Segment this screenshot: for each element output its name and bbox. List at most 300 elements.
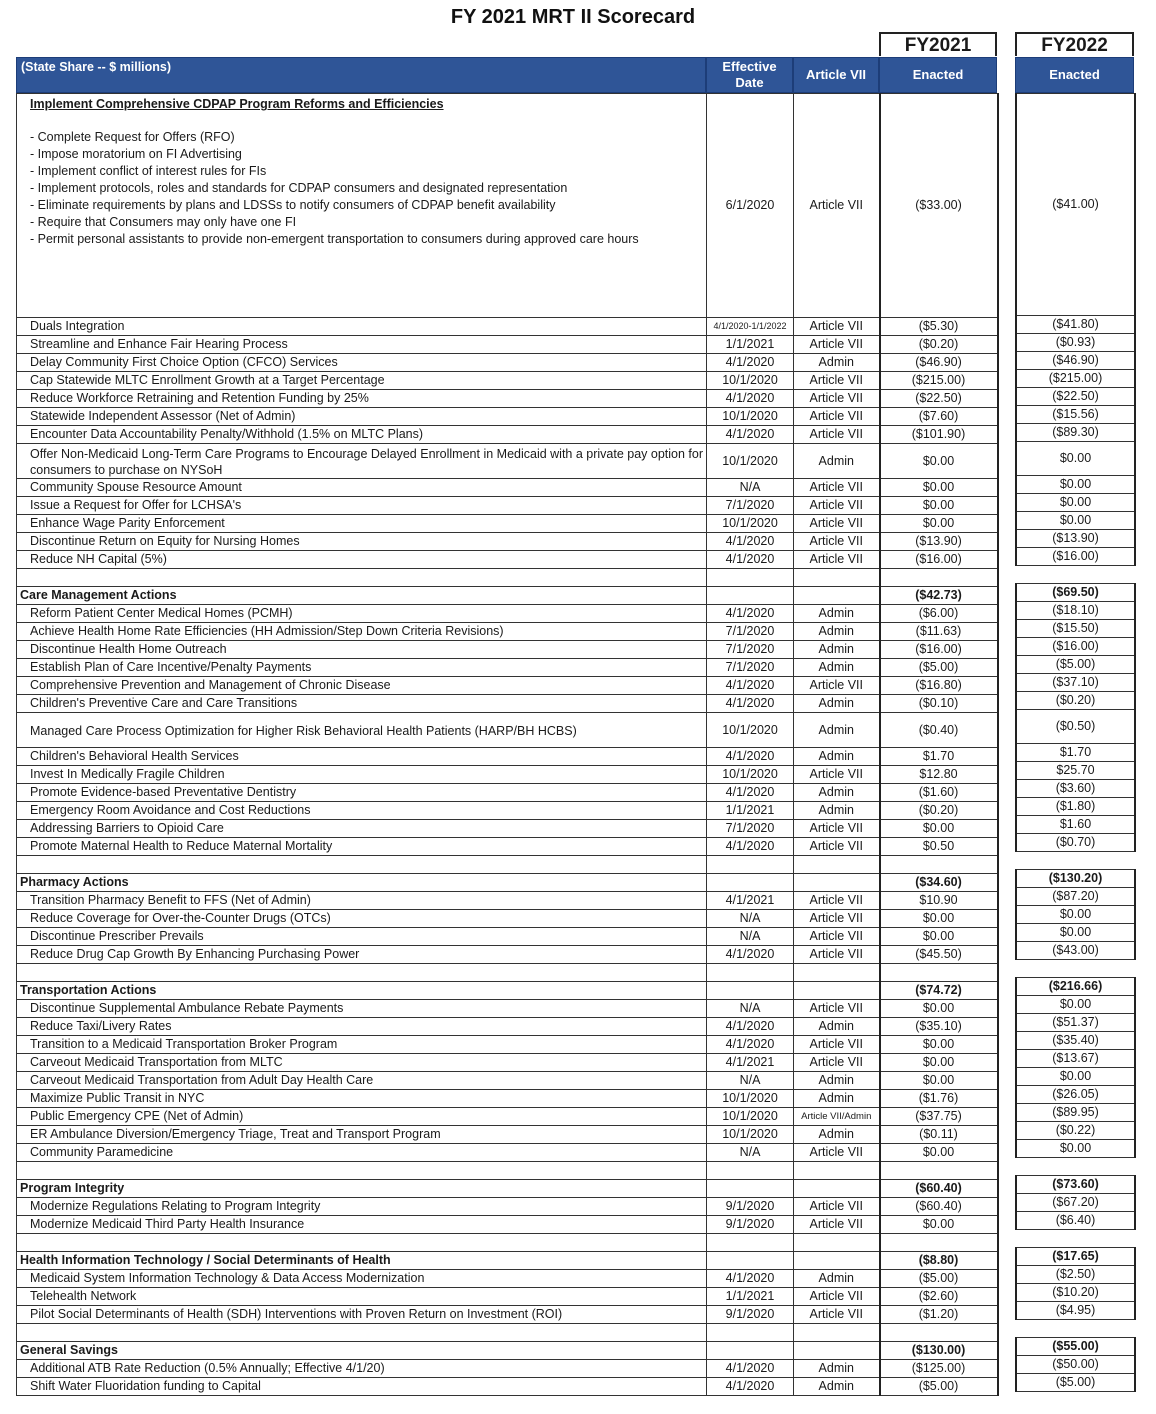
table-row xyxy=(17,641,998,659)
item-description: Comprehensive Prevention and Management of Chronic Disease xyxy=(17,677,707,695)
item-fy2021-value: ($0.20) xyxy=(880,802,998,820)
item-description: Transition Pharmacy Benefit to FFS (Net of Admin) xyxy=(17,892,707,910)
table-row xyxy=(17,1216,998,1234)
table-row xyxy=(1016,620,1135,638)
cdpap-bullet: - Implement protocols, roles and standards for CDPAP consumers and designated representation xyxy=(30,181,568,195)
column-header-enacted-fy2021: Enacted xyxy=(879,57,997,93)
spacer-cell xyxy=(707,1162,794,1180)
item-effective-date: 1/1/2021 xyxy=(707,336,794,354)
year-header-fy2022: FY2022 xyxy=(1015,32,1134,56)
item-article: Article VII xyxy=(794,1306,880,1324)
item-effective-date: 7/1/2020 xyxy=(707,497,794,515)
empty-cell xyxy=(794,982,880,1000)
item-description: Statewide Independent Assessor (Net of Admin) xyxy=(17,408,707,426)
item-description: Telehealth Network xyxy=(17,1288,707,1306)
item-fy2022-value: ($26.05) xyxy=(1016,1086,1135,1104)
table-row xyxy=(17,713,998,748)
spacer-cell xyxy=(17,964,707,982)
item-effective-date: 4/1/2021 xyxy=(707,892,794,910)
item-effective-date: 10/1/2020 xyxy=(707,713,794,748)
spacer-row xyxy=(1016,566,1135,584)
table-row xyxy=(17,605,998,623)
item-description: Offer Non-Medicaid Long-Term Care Programs to Encourage Delayed Enrollment in Medicaid with a private pay option for consumers to purchase on NYSoH xyxy=(17,444,707,479)
section-header-row xyxy=(17,1252,998,1270)
item-article: Article VII xyxy=(794,820,880,838)
cdpap-bullet: - Complete Request for Offers (RFO) xyxy=(30,130,235,144)
item-fy2021-value: ($0.10) xyxy=(880,695,998,713)
item-fy2021-value: $0.00 xyxy=(880,515,998,533)
item-description: Community Paramedicine xyxy=(17,1144,707,1162)
item-description: Cap Statewide MLTC Enrollment Growth at a Target Percentage xyxy=(17,372,707,390)
item-fy2021-value: ($60.40) xyxy=(880,1198,998,1216)
item-article: Article VII xyxy=(794,551,880,569)
item-article: Admin xyxy=(794,1090,880,1108)
item-article: Article VII xyxy=(794,515,880,533)
spacer-row xyxy=(1016,960,1135,978)
item-fy2022-value: ($51.37) xyxy=(1016,1014,1135,1032)
table-row xyxy=(1016,780,1135,798)
table-row xyxy=(17,677,998,695)
item-fy2022-value: $0.00 xyxy=(1016,1068,1135,1086)
item-effective-date: 4/1/2021 xyxy=(707,1054,794,1072)
empty-cell xyxy=(707,587,794,605)
table-row xyxy=(17,1018,998,1036)
spacer-cell xyxy=(880,1162,998,1180)
table-row xyxy=(17,533,998,551)
item-effective-date: 1/1/2021 xyxy=(707,1288,794,1306)
item-description: Promote Evidence-based Preventative Dentistry xyxy=(17,784,707,802)
empty-cell xyxy=(794,1180,880,1198)
spacer-row xyxy=(17,964,998,982)
cdpap-fy2022-value: ($41.00) xyxy=(1016,94,1135,316)
item-description: Addressing Barriers to Opioid Care xyxy=(17,820,707,838)
table-row xyxy=(17,1198,998,1216)
spacer-cell xyxy=(794,569,880,587)
spacer-cell xyxy=(1016,960,1135,978)
spacer-cell xyxy=(880,569,998,587)
empty-cell xyxy=(794,1342,880,1360)
item-fy2022-value: ($89.95) xyxy=(1016,1104,1135,1122)
item-effective-date: 4/1/2020 xyxy=(707,354,794,372)
item-description: Issue a Request for Offer for LCHSA's xyxy=(17,497,707,515)
item-fy2022-value: ($3.60) xyxy=(1016,780,1135,798)
item-article: Admin xyxy=(794,748,880,766)
item-effective-date: N/A xyxy=(707,1072,794,1090)
spacer-row xyxy=(17,1234,998,1252)
item-fy2021-value: ($125.00) xyxy=(880,1360,998,1378)
item-description: Managed Care Process Optimization for Higher Risk Behavioral Health Patients (HARP/BH HCBS) xyxy=(17,713,707,748)
item-description: Modernize Regulations Relating to Program Integrity xyxy=(17,1198,707,1216)
spacer-row xyxy=(1016,852,1135,870)
item-fy2021-value: ($16.80) xyxy=(880,677,998,695)
spacer-cell xyxy=(707,1324,794,1342)
spacer-row xyxy=(1016,1230,1135,1248)
item-fy2022-value: $0.00 xyxy=(1016,924,1135,942)
table-row xyxy=(17,1378,998,1396)
item-article: Admin xyxy=(794,1360,880,1378)
section-total-fy2022: ($69.50) xyxy=(1016,584,1135,602)
spacer-cell xyxy=(707,964,794,982)
item-effective-date: 7/1/2020 xyxy=(707,623,794,641)
spacer-cell xyxy=(17,1324,707,1342)
spacer-cell xyxy=(1016,1158,1135,1176)
item-article: Admin xyxy=(794,659,880,677)
item-article: Article VII xyxy=(794,318,880,336)
item-effective-date: 4/1/2020 xyxy=(707,426,794,444)
item-description: Reduce Taxi/Livery Rates xyxy=(17,1018,707,1036)
item-description: Carveout Medicaid Transportation from MLTC xyxy=(17,1054,707,1072)
item-effective-date: 4/1/2020 xyxy=(707,748,794,766)
item-fy2021-value: ($22.50) xyxy=(880,390,998,408)
item-effective-date: 7/1/2020 xyxy=(707,641,794,659)
section-header-row xyxy=(1016,1248,1135,1266)
item-fy2021-value: ($37.75) xyxy=(880,1108,998,1126)
item-fy2021-value: $0.00 xyxy=(880,1054,998,1072)
table-row xyxy=(1016,1284,1135,1302)
cdpap-bullet: - Impose moratorium on FI Advertising xyxy=(30,147,242,161)
item-fy2022-value: $1.70 xyxy=(1016,744,1135,762)
item-fy2021-value: ($13.90) xyxy=(880,533,998,551)
item-article: Article VII xyxy=(794,928,880,946)
item-fy2022-value: $0.00 xyxy=(1016,442,1135,476)
spacer-cell xyxy=(1016,1230,1135,1248)
item-fy2022-value: $1.60 xyxy=(1016,816,1135,834)
item-fy2022-value: $0.00 xyxy=(1016,512,1135,530)
item-article: Article VII xyxy=(794,910,880,928)
item-article: Article VII xyxy=(794,766,880,784)
item-description: Children's Preventive Care and Care Transitions xyxy=(17,695,707,713)
item-fy2021-value: $12.80 xyxy=(880,766,998,784)
item-description: Achieve Health Home Rate Efficiencies (HH Admission/Step Down Criteria Revisions) xyxy=(17,623,707,641)
table-row xyxy=(17,802,998,820)
table-row xyxy=(17,892,998,910)
item-article: Admin xyxy=(794,623,880,641)
item-description: Public Emergency CPE (Net of Admin) xyxy=(17,1108,707,1126)
spacer-cell xyxy=(17,1162,707,1180)
section-header-row xyxy=(17,982,998,1000)
item-effective-date: 4/1/2020 xyxy=(707,677,794,695)
section-title: Health Information Technology / Social Determinants of Health xyxy=(17,1252,707,1270)
item-effective-date: 4/1/2020 xyxy=(707,533,794,551)
item-description: Reform Patient Center Medical Homes (PCMH) xyxy=(17,605,707,623)
spacer-row xyxy=(17,1162,998,1180)
item-fy2021-value: $0.00 xyxy=(880,928,998,946)
table-row xyxy=(1016,1212,1135,1230)
item-effective-date: 9/1/2020 xyxy=(707,1216,794,1234)
item-article: Admin xyxy=(794,1378,880,1396)
item-effective-date: N/A xyxy=(707,910,794,928)
item-effective-date: 4/1/2020 xyxy=(707,551,794,569)
table-row xyxy=(17,748,998,766)
table-row xyxy=(17,1144,998,1162)
table-row xyxy=(1016,1356,1135,1374)
item-article: Admin xyxy=(794,1126,880,1144)
item-effective-date: 9/1/2020 xyxy=(707,1306,794,1324)
section-total-fy2021: ($60.40) xyxy=(880,1180,998,1198)
table-row xyxy=(17,390,998,408)
empty-cell xyxy=(707,874,794,892)
table-row xyxy=(1016,352,1135,370)
item-fy2021-value: ($35.10) xyxy=(880,1018,998,1036)
table-row-cdpap-fy2022 xyxy=(1016,94,1135,316)
cdpap-effective-date: 6/1/2020 xyxy=(707,94,794,318)
item-article: Admin xyxy=(794,784,880,802)
item-fy2022-value: ($5.00) xyxy=(1016,656,1135,674)
item-fy2021-value: ($6.00) xyxy=(880,605,998,623)
item-description: Reduce Drug Cap Growth By Enhancing Purchasing Power xyxy=(17,946,707,964)
item-fy2021-value: $0.00 xyxy=(880,820,998,838)
table-row xyxy=(1016,1014,1135,1032)
item-fy2022-value: ($22.50) xyxy=(1016,388,1135,406)
table-row xyxy=(1016,906,1135,924)
table-row xyxy=(17,336,998,354)
section-total-fy2021: ($34.60) xyxy=(880,874,998,892)
table-row xyxy=(1016,548,1135,566)
cdpap-article: Article VII xyxy=(794,94,880,318)
spacer-cell xyxy=(1016,1320,1135,1338)
item-article: Admin xyxy=(794,354,880,372)
item-fy2022-value: $0.00 xyxy=(1016,476,1135,494)
item-fy2022-value: $0.00 xyxy=(1016,1140,1135,1158)
table-row xyxy=(17,695,998,713)
column-header-article: Article VII xyxy=(793,57,879,93)
table-row xyxy=(1016,942,1135,960)
table-row xyxy=(1016,924,1135,942)
item-effective-date: 4/1/2020 xyxy=(707,390,794,408)
item-description: Establish Plan of Care Incentive/Penalty Payments xyxy=(17,659,707,677)
spacer-cell xyxy=(794,964,880,982)
table-row xyxy=(17,426,998,444)
cdpap-title: Implement Comprehensive CDPAP Program Reforms and Efficiencies xyxy=(30,97,444,111)
item-description: ER Ambulance Diversion/Emergency Triage, Treat and Transport Program xyxy=(17,1126,707,1144)
item-effective-date: 10/1/2020 xyxy=(707,1090,794,1108)
empty-cell xyxy=(794,1252,880,1270)
spacer-cell xyxy=(1016,852,1135,870)
table-row xyxy=(17,1270,998,1288)
table-row xyxy=(1016,762,1135,780)
item-fy2021-value: $1.70 xyxy=(880,748,998,766)
item-fy2021-value: ($11.63) xyxy=(880,623,998,641)
spacer-cell xyxy=(880,1324,998,1342)
item-fy2022-value: ($0.20) xyxy=(1016,692,1135,710)
table-row xyxy=(1016,638,1135,656)
table-row xyxy=(17,1108,998,1126)
item-description: Reduce Workforce Retraining and Retention Funding by 25% xyxy=(17,390,707,408)
item-article: Article VII xyxy=(794,408,880,426)
cdpap-description-cell xyxy=(17,94,707,318)
table-row xyxy=(17,479,998,497)
table-row xyxy=(1016,1302,1135,1320)
item-fy2022-value: ($41.80) xyxy=(1016,316,1135,334)
section-header-row xyxy=(17,874,998,892)
item-effective-date: 4/1/2020 xyxy=(707,695,794,713)
item-article: Admin xyxy=(794,444,880,479)
table-row xyxy=(1016,1140,1135,1158)
table-row xyxy=(1016,1122,1135,1140)
section-total-fy2022: ($216.66) xyxy=(1016,978,1135,996)
item-fy2022-value: ($87.20) xyxy=(1016,888,1135,906)
item-description: Reduce Coverage for Over-the-Counter Drugs (OTCs) xyxy=(17,910,707,928)
table-row xyxy=(1016,674,1135,692)
table-row xyxy=(17,1000,998,1018)
table-row xyxy=(1016,710,1135,744)
item-fy2022-value: ($10.20) xyxy=(1016,1284,1135,1302)
item-description: Shift Water Fluoridation funding to Capital xyxy=(17,1378,707,1396)
table-row xyxy=(1016,996,1135,1014)
item-article: Admin xyxy=(794,1072,880,1090)
item-description: Encounter Data Accountability Penalty/Withhold (1.5% on MLTC Plans) xyxy=(17,426,707,444)
item-description: Enhance Wage Parity Enforcement xyxy=(17,515,707,533)
table-row xyxy=(1016,888,1135,906)
item-description: Discontinue Health Home Outreach xyxy=(17,641,707,659)
item-fy2021-value: ($46.90) xyxy=(880,354,998,372)
item-fy2021-value: ($0.40) xyxy=(880,713,998,748)
item-fy2022-value: ($16.00) xyxy=(1016,638,1135,656)
table-row xyxy=(1016,1032,1135,1050)
item-description: Delay Community First Choice Option (CFCO) Services xyxy=(17,354,707,372)
item-description: Discontinue Return on Equity for Nursing Homes xyxy=(17,533,707,551)
item-description: Discontinue Prescriber Prevails xyxy=(17,928,707,946)
item-fy2021-value: ($5.00) xyxy=(880,659,998,677)
item-fy2021-value: $0.00 xyxy=(880,479,998,497)
item-effective-date: 4/1/2020-1/1/2022 xyxy=(707,318,794,336)
section-total-fy2021: ($74.72) xyxy=(880,982,998,1000)
spacer-cell xyxy=(880,856,998,874)
section-total-fy2021: ($42.73) xyxy=(880,587,998,605)
item-effective-date: 4/1/2020 xyxy=(707,838,794,856)
item-fy2022-value: ($4.95) xyxy=(1016,1302,1135,1320)
spacer-cell xyxy=(794,1162,880,1180)
item-fy2022-value: $25.70 xyxy=(1016,762,1135,780)
item-description: Children's Behavioral Health Services xyxy=(17,748,707,766)
empty-cell xyxy=(707,1342,794,1360)
table-row xyxy=(17,1288,998,1306)
table-row-cdpap xyxy=(17,94,998,318)
section-header-row xyxy=(17,1342,998,1360)
item-effective-date: 1/1/2021 xyxy=(707,802,794,820)
item-fy2022-value: ($43.00) xyxy=(1016,942,1135,960)
table-row xyxy=(17,408,998,426)
item-fy2022-value: ($16.00) xyxy=(1016,548,1135,566)
item-effective-date: 10/1/2020 xyxy=(707,444,794,479)
spacer-cell xyxy=(794,1324,880,1342)
item-description: Community Spouse Resource Amount xyxy=(17,479,707,497)
section-total-fy2021: ($130.00) xyxy=(880,1342,998,1360)
item-article: Article VII xyxy=(794,838,880,856)
table-row xyxy=(17,551,998,569)
item-article: Article VII xyxy=(794,372,880,390)
cdpap-bullet: - Eliminate requirements by plans and LDSSs to notify consumers of CDPAP benefit availability xyxy=(30,198,556,212)
item-effective-date: 10/1/2020 xyxy=(707,766,794,784)
section-title: Care Management Actions xyxy=(17,587,707,605)
spacer-cell xyxy=(17,569,707,587)
item-effective-date: 4/1/2020 xyxy=(707,946,794,964)
item-effective-date: 4/1/2020 xyxy=(707,1018,794,1036)
table-row xyxy=(1016,512,1135,530)
section-total-fy2022: ($130.20) xyxy=(1016,870,1135,888)
item-fy2022-value: $0.00 xyxy=(1016,494,1135,512)
item-fy2022-value: ($215.00) xyxy=(1016,370,1135,388)
item-article: Admin xyxy=(794,695,880,713)
section-header-row xyxy=(1016,584,1135,602)
item-description: Streamline and Enhance Fair Hearing Process xyxy=(17,336,707,354)
item-fy2021-value: ($7.60) xyxy=(880,408,998,426)
table-row xyxy=(17,318,998,336)
item-article: Article VII xyxy=(794,426,880,444)
fy2022-table xyxy=(1015,93,1136,1392)
section-header-row xyxy=(1016,1338,1135,1356)
item-article: Article VII/Admin xyxy=(794,1108,880,1126)
item-description: Maximize Public Transit in NYC xyxy=(17,1090,707,1108)
item-fy2021-value: $0.00 xyxy=(880,1216,998,1234)
item-fy2022-value: ($0.22) xyxy=(1016,1122,1135,1140)
spacer-cell xyxy=(794,1234,880,1252)
spacer-cell xyxy=(880,964,998,982)
item-fy2022-value: ($1.80) xyxy=(1016,798,1135,816)
table-row xyxy=(17,910,998,928)
section-header-row xyxy=(17,587,998,605)
table-row xyxy=(1016,798,1135,816)
table-row xyxy=(1016,692,1135,710)
item-article: Admin xyxy=(794,605,880,623)
section-total-fy2022: ($55.00) xyxy=(1016,1338,1135,1356)
cdpap-bullet: - Implement conflict of interest rules for FIs xyxy=(30,164,267,178)
item-fy2021-value: ($0.11) xyxy=(880,1126,998,1144)
item-description: Promote Maternal Health to Reduce Maternal Mortality xyxy=(17,838,707,856)
item-fy2022-value: ($15.50) xyxy=(1016,620,1135,638)
table-row xyxy=(1016,1104,1135,1122)
item-fy2022-value: ($46.90) xyxy=(1016,352,1135,370)
item-fy2021-value: $10.90 xyxy=(880,892,998,910)
item-fy2022-value: ($18.10) xyxy=(1016,602,1135,620)
table-row xyxy=(1016,370,1135,388)
item-fy2022-value: ($50.00) xyxy=(1016,1356,1135,1374)
item-article: Article VII xyxy=(794,390,880,408)
item-fy2022-value: ($0.70) xyxy=(1016,834,1135,852)
item-effective-date: 4/1/2020 xyxy=(707,1036,794,1054)
item-effective-date: 4/1/2020 xyxy=(707,1360,794,1378)
item-fy2022-value: ($6.40) xyxy=(1016,1212,1135,1230)
item-article: Article VII xyxy=(794,946,880,964)
item-fy2021-value: $0.00 xyxy=(880,910,998,928)
table-row xyxy=(17,1126,998,1144)
table-row xyxy=(17,820,998,838)
spacer-cell xyxy=(1016,566,1135,584)
page-title: FY 2021 MRT II Scorecard xyxy=(450,6,696,28)
item-fy2021-value: $0.00 xyxy=(880,1072,998,1090)
item-description: Invest In Medically Fragile Children xyxy=(17,766,707,784)
item-description: Duals Integration xyxy=(17,318,707,336)
table-row xyxy=(17,659,998,677)
table-row xyxy=(1016,1374,1135,1392)
section-total-fy2022: ($17.65) xyxy=(1016,1248,1135,1266)
item-description: Discontinue Supplemental Ambulance Rebate Payments xyxy=(17,1000,707,1018)
table-row xyxy=(1016,656,1135,674)
spacer-cell xyxy=(17,856,707,874)
item-fy2021-value: ($45.50) xyxy=(880,946,998,964)
item-description: Pilot Social Determinants of Health (SDH) Interventions with Proven Return on Investment (ROI) xyxy=(17,1306,707,1324)
item-fy2022-value: ($13.67) xyxy=(1016,1050,1135,1068)
item-article: Admin xyxy=(794,1270,880,1288)
table-row xyxy=(17,1360,998,1378)
item-article: Article VII xyxy=(794,497,880,515)
table-row xyxy=(17,354,998,372)
cdpap-bullet: - Permit personal assistants to provide non-emergent transportation to consumers during approved care hours xyxy=(30,232,639,246)
item-fy2021-value: $0.50 xyxy=(880,838,998,856)
section-title: Pharmacy Actions xyxy=(17,874,707,892)
spacer-row xyxy=(1016,1158,1135,1176)
table-row xyxy=(1016,424,1135,442)
